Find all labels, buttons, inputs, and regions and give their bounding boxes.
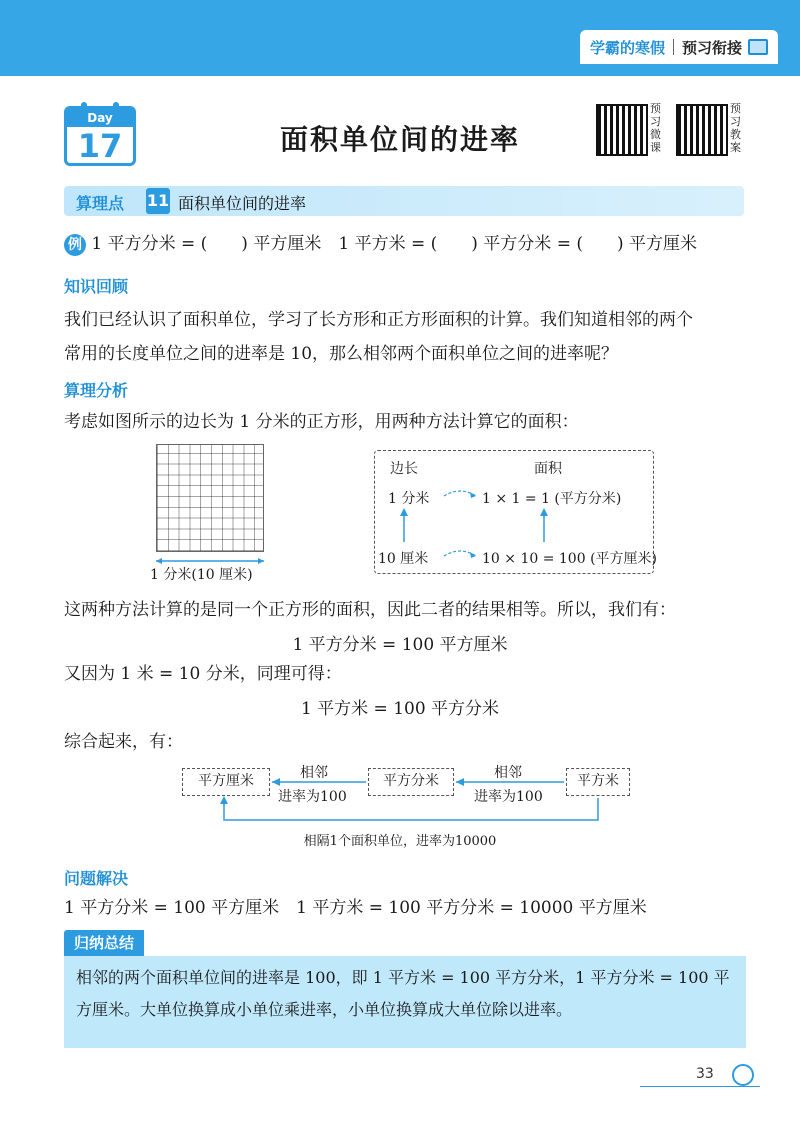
adjacent-label-1: 相邻: [300, 765, 328, 781]
example-badge: 例: [64, 234, 86, 256]
row1-area: 1 × 1 = 1 (平方分米): [482, 491, 622, 507]
summary-line-1: 相邻的两个面积单位间的进率是 100，即 1 平方米 = 100 平方分米，1 平方分米 = 100 平: [76, 968, 730, 987]
review-heading: 知识回顾: [64, 277, 129, 296]
grid-caption: 1 分米(10 厘米): [150, 567, 253, 583]
example-line: [64, 232, 697, 256]
comparison-arrows: [374, 450, 654, 574]
qr-code-icon[interactable]: [676, 104, 728, 156]
conclusion-1: 这两种方法计算的是同一个正方形的面积，因此二者的结果相等。所以，我们有：: [64, 600, 676, 620]
rate-label-2: 进率为100: [474, 789, 543, 805]
page-title: 面积单位间的进率: [279, 123, 520, 156]
example-text: 1 平方分米 = ( ) 平方厘米 1 平方米 = ( ) 平方分米 = ( ) 平方厘米: [91, 234, 698, 254]
row1-side: 1 分米: [388, 491, 430, 507]
qr-code-icon[interactable]: [596, 104, 648, 156]
col-side-label: 边长: [390, 461, 418, 477]
flow-arrows: [180, 770, 640, 826]
series-subtitle: 预习衔接: [681, 38, 742, 57]
sun-icon: [732, 1064, 754, 1086]
formula-1: 1 平方分米 = 100 平方厘米: [292, 635, 508, 655]
solution-heading: 问题解决: [64, 869, 129, 888]
unit-box-sq-dm: 平方分米: [368, 768, 454, 796]
square-grid-figure: [156, 444, 264, 552]
conclusion-3: 综合起来，有：: [64, 732, 183, 752]
qr-label-lesson-plan: 预习教案: [730, 102, 741, 154]
series-brand: 学霸的寒假: [589, 38, 665, 57]
summary-heading: 归纳总结: [64, 930, 144, 956]
col-area-label: 面积: [534, 461, 562, 477]
row2-area: 10 × 10 = 100 (平方厘米): [482, 551, 657, 567]
unit-box-sq-m: 平方米: [566, 768, 630, 796]
adjacent-label-2: 相邻: [494, 765, 522, 781]
section-name: 面积单位间的进率: [178, 194, 307, 213]
section-tag: 算理点: [76, 194, 125, 213]
qr-label-micro-lesson: 预习微课: [650, 102, 661, 154]
summary-line-2: 方厘米。大单位换算成小单位乘进率，小单位换算成大单位除以进率。: [76, 1000, 573, 1019]
page-number: 33: [696, 1066, 714, 1082]
day-label: Day: [67, 109, 133, 127]
rate-label-1: 进率为100: [278, 789, 347, 805]
conclusion-2: 又因为 1 米 = 10 分米，同理可得：: [64, 664, 342, 684]
series-tab: [580, 30, 778, 64]
unit-box-sq-cm: 平方厘米: [182, 768, 270, 796]
review-line-1: 我们已经认识了面积单位，学习了长方形和正方形面积的计算。我们知道相邻的两个: [64, 310, 693, 330]
analysis-intro: 考虑如图所示的边长为 1 分米的正方形，用两种方法计算它的面积：: [64, 412, 579, 432]
book-icon: [748, 39, 768, 55]
section-header: [64, 186, 744, 216]
tab-divider: [673, 39, 674, 55]
analysis-heading: 算理分析: [64, 381, 129, 400]
day-number: 17: [77, 127, 123, 165]
review-line-2: 常用的长度单位之间的进率是 10，那么相邻两个面积单位之间的进率呢？: [64, 344, 619, 364]
row2-side: 10 厘米: [378, 551, 429, 567]
section-number: 11: [146, 188, 170, 214]
flow-bottom-label: 相隔1个面积单位，进率为10000: [303, 834, 497, 849]
solution-text: 1 平方分米 = 100 平方厘米 1 平方米 = 100 平方分米 = 10000 平方厘米: [64, 898, 647, 918]
footer-rule: [640, 1086, 760, 1087]
formula-2: 1 平方米 = 100 平方分米: [300, 699, 500, 719]
